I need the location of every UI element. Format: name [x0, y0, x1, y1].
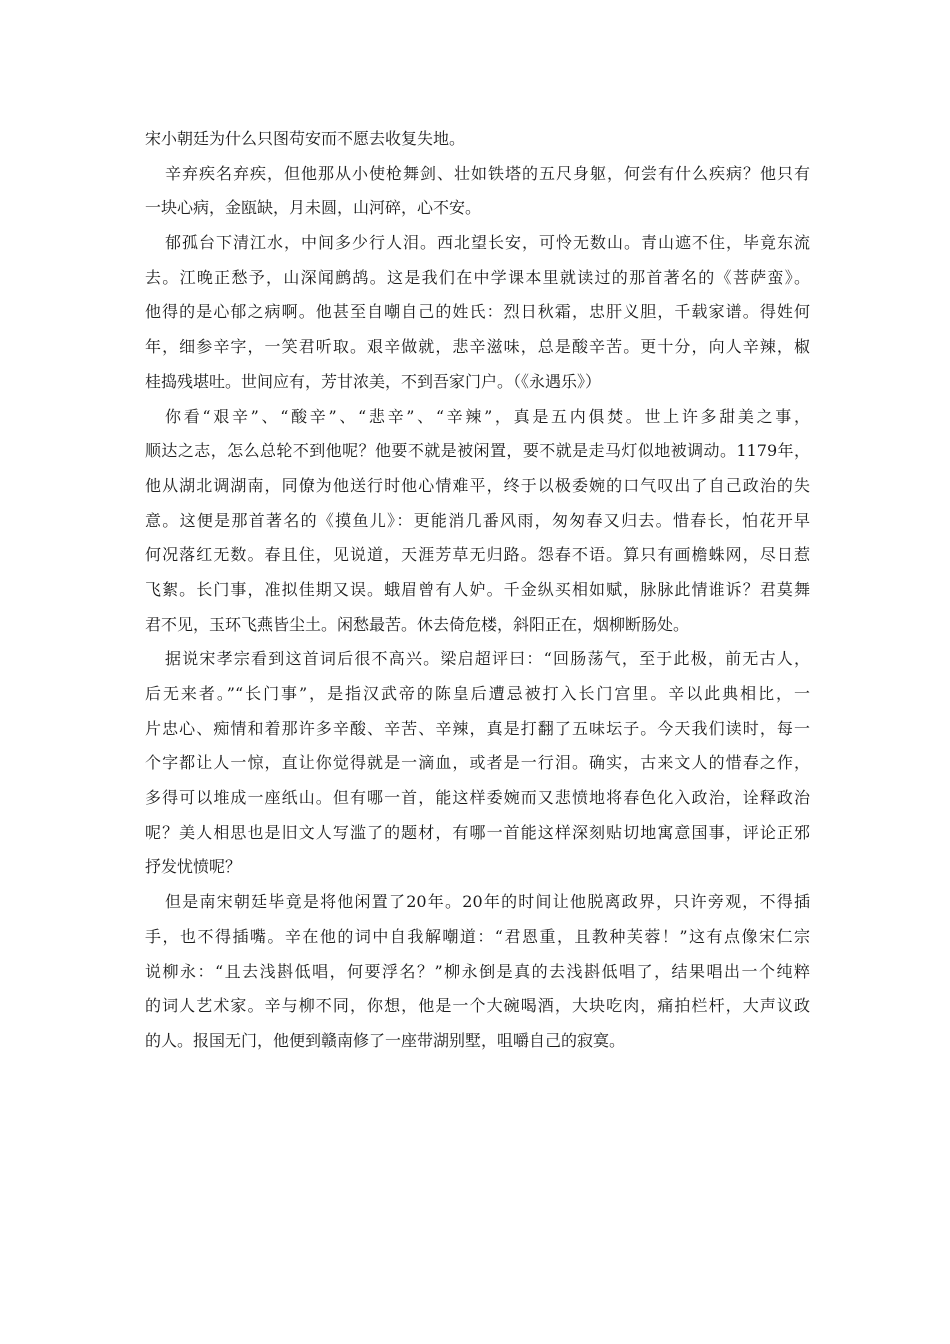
text-line: 据说宋孝宗看到这首词后很不高兴。梁启超评曰：“回肠荡气，至于此极，前无古人，	[165, 649, 810, 669]
paragraph-4	[145, 400, 810, 643]
text-line: 去。江晚正愁予，山深闻鹧鸪。这是我们在中学课本里就读过的那首著名的《菩萨蛮》。	[145, 267, 810, 287]
text-line: 宋小朝廷为什么只图苟安而不愿去收复失地。	[145, 129, 466, 148]
text-line: 顺达之志，怎么总轮不到他呢？他要不就是被闲置，要不就是走马灯似地被调动。1179年，	[145, 441, 810, 461]
text-line: 君不见，玉环飞燕皆尘土。闲愁最苦。休去倚危楼，斜阳正在，烟柳断肠处。	[145, 614, 690, 634]
text-line: 年，细参辛字，一笑君听取。艰辛做就，悲辛滋味，总是酸辛苦。更十分，向人辛辣，椒	[145, 337, 810, 357]
paragraph-2	[145, 157, 810, 226]
text-line: 说柳永：“且去浅斟低唱，何要浮名？”柳永倒是真的去浅斟低唱了，结果唱出一个纯粹	[145, 961, 810, 981]
text-line: 但是南宋朝廷毕竟是将他闲置了20年。20年的时间让他脱离政界，只许旁观，不得插	[165, 892, 810, 912]
paragraph-3	[145, 226, 810, 399]
text-line: 你看“艰辛”、“酸辛”、“悲辛”、“辛辣”，真是五内俱焚。世上许多甜美之事，	[165, 406, 810, 426]
text-line: 郁孤台下清江水，中间多少行人泪。西北望长安，可怜无数山。青山遮不住，毕竟东流	[165, 233, 810, 253]
text-line: 抒发忧愤呢？	[145, 857, 242, 877]
text-line: 后无来者。”“长门事”，是指汉武帝的陈皇后遭忌被打入长门宫里。辛以此典相比，一	[145, 684, 810, 703]
article-body	[145, 122, 810, 1059]
text-line: 辛弃疾名弃疾，但他那从小使枪舞剑、壮如铁塔的五尺身躯，何尝有什么疾病？他只有	[165, 163, 810, 183]
text-line: 手，也不得插嘴。辛在他的词中自我解嘲道：“君恩重，且教种芙蓉！”这有点像宋仁宗	[145, 926, 810, 946]
paragraph-1	[145, 122, 810, 157]
text-line: 飞絮。长门事，准拟佳期又误。蛾眉曾有人妒。千金纵买相如赋，脉脉此情谁诉？君莫舞	[145, 579, 810, 599]
text-line: 他得的是心郁之病啊。他甚至自嘲自己的姓氏：烈日秋霜，忠肝义胆，千载家谱。得姓何	[145, 302, 810, 322]
text-line: 何况落红无数。春且住，见说道，天涯芳草无归路。怨春不语。算只有画檐蛛网，尽日惹	[145, 545, 810, 565]
text-line: 的词人艺术家。辛与柳不同，你想，他是一个大碗喝酒，大块吃肉，痛拍栏杆，大声议政	[145, 996, 810, 1016]
text-line: 的人。报国无门，他便到赣南修了一座带湖别墅，咀嚼自己的寂寞。	[145, 1030, 626, 1050]
text-line: 片忠心、痴情和着那许多辛酸、辛苦、辛辣，真是打翻了五味坛子。今天我们读时，每一	[145, 718, 810, 738]
text-line: 意。这便是那首著名的《摸鱼儿》：更能消几番风雨，匆匆春又归去。惜春长，怕花开早	[145, 510, 810, 530]
text-line: 他从湖北调湖南，同僚为他送行时他心情难平，终于以极委婉的口气叹出了自己政治的失	[145, 475, 810, 495]
text-line: 桂捣残堪吐。世间应有，芳甘浓美，不到吾家门户。（《永遇乐》）	[145, 371, 602, 391]
text-line: 一块心病，金瓯缺，月未圆，山河碎，心不安。	[145, 198, 482, 218]
text-line: 呢？美人相思也是旧文人写滥了的题材，有哪一首能这样深刻贴切地寓意国事，评论正邪	[145, 822, 810, 842]
text-line: 个字都让人一惊，直让你觉得就是一滴血，或者是一行泪。确实，古来文人的惜春之作，	[145, 753, 810, 773]
paragraph-5	[145, 642, 810, 885]
text-line: 多得可以堆成一座纸山。但有哪一首，能这样委婉而又悲愤地将春色化入政治，诠释政治	[145, 788, 810, 808]
paragraph-6	[145, 885, 810, 1058]
